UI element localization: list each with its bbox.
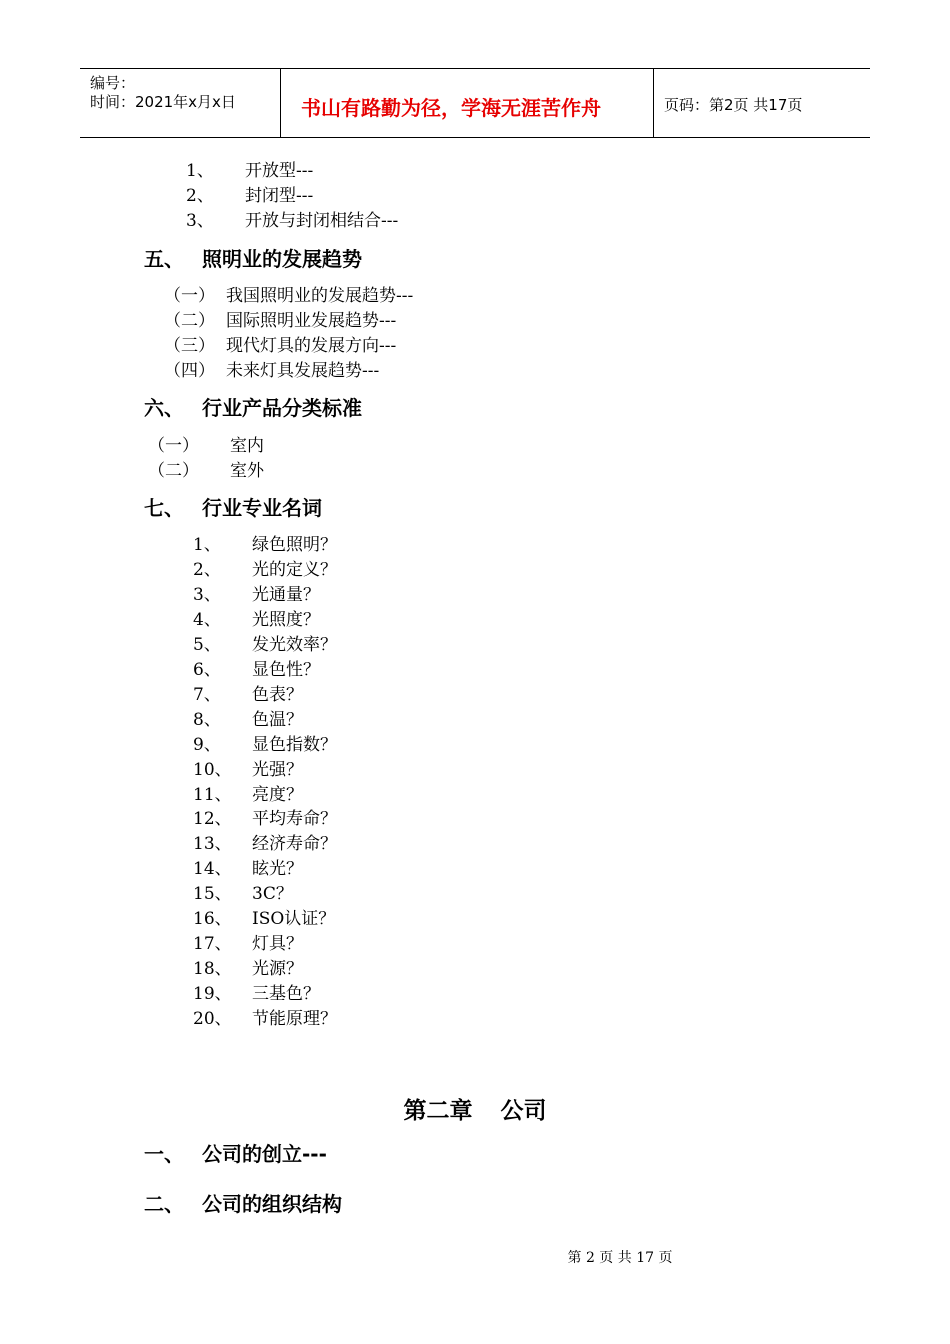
list-item-text: ISO认证？	[252, 909, 336, 929]
chapter-label: 第二章	[403, 1098, 473, 1124]
section-title: 公司的创立---	[202, 1142, 327, 1166]
chapter-name: 公司	[500, 1098, 547, 1124]
list-item	[193, 809, 337, 829]
list-item-text: 现代灯具的发展方向---	[226, 336, 397, 356]
section-number: 一、	[144, 1142, 184, 1166]
list-item-text: 国际照明业发展趋势---	[226, 311, 397, 331]
section-title: 行业专业名词	[202, 496, 322, 520]
list-item-number: 7、	[193, 685, 221, 705]
list-item-number: 12、	[193, 809, 232, 829]
date-label: 时间：2021年x月x日	[90, 93, 236, 111]
list-item-text: 显色指数？	[252, 735, 337, 755]
list-item	[193, 909, 335, 929]
list-item-text: 光源？	[252, 959, 303, 979]
list-item	[164, 336, 396, 356]
list-item-text: 经济寿命？	[252, 834, 337, 854]
list-item-text: 三基色？	[252, 984, 320, 1004]
list-item-number: （二）	[164, 311, 215, 331]
list-item-number: 4、	[193, 610, 221, 630]
list-item-number: 3、	[186, 211, 214, 231]
list-item	[193, 859, 303, 879]
list-item	[193, 834, 337, 854]
section-heading	[144, 496, 322, 520]
list-item	[164, 286, 413, 306]
section-number: 五、	[144, 247, 184, 271]
list-item	[193, 785, 303, 805]
list-item-text: 开放型---	[245, 161, 314, 181]
list-item-number: 20、	[193, 1009, 232, 1029]
chapter-title	[0, 1092, 950, 1125]
section-title: 公司的组织结构	[202, 1192, 342, 1216]
header-motto-cell	[281, 69, 654, 137]
list-item-text: 室内	[230, 436, 264, 456]
section-number: 七、	[144, 496, 184, 520]
list-item-number: 2、	[186, 186, 214, 206]
list-item-text: 绿色照明？	[252, 535, 337, 555]
list-item-text: 色温？	[252, 710, 303, 730]
list-item-number: 17、	[193, 934, 232, 954]
motto-text: 书山有路勤为径，学海无涯苦作舟	[301, 96, 601, 120]
list-item-number: 13、	[193, 834, 232, 854]
list-item-text: 发光效率？	[252, 635, 337, 655]
list-item-number: （四）	[164, 361, 215, 381]
list-item-number: （一）	[148, 436, 199, 456]
list-item-number: 18、	[193, 959, 232, 979]
list-item	[148, 461, 264, 481]
list-item-number: 8、	[193, 710, 221, 730]
list-item-number: 16、	[193, 909, 232, 929]
list-item	[186, 211, 398, 231]
section-heading	[144, 1192, 342, 1216]
section-heading	[144, 396, 362, 420]
list-item	[164, 361, 379, 381]
list-item	[193, 735, 337, 755]
list-item	[186, 186, 313, 206]
list-item-text: 节能原理？	[252, 1009, 337, 1029]
list-item	[193, 610, 320, 630]
list-item-number: 1、	[186, 161, 214, 181]
list-item-text: 光照度？	[252, 610, 320, 630]
list-item	[193, 635, 337, 655]
list-item	[193, 1009, 337, 1029]
list-item-text: 灯具？	[252, 934, 303, 954]
list-item-text: 光强？	[252, 760, 303, 780]
section-title: 行业产品分类标准	[202, 396, 362, 420]
list-item	[164, 311, 396, 331]
list-item-number: 2、	[193, 560, 221, 580]
list-item	[193, 585, 320, 605]
list-item-number: （三）	[164, 336, 215, 356]
list-item-text: 显色性？	[252, 660, 320, 680]
list-item	[193, 760, 303, 780]
list-item-number: 3、	[193, 585, 221, 605]
list-item-number: 5、	[193, 635, 221, 655]
list-item	[193, 710, 303, 730]
page-footer: 第 2 页 共 17 页	[567, 1250, 673, 1266]
section-heading	[144, 247, 362, 271]
list-item	[186, 161, 313, 181]
list-item-text: 开放与封闭相结合---	[245, 211, 399, 231]
list-item-number: 19、	[193, 984, 232, 1004]
list-item-text: 室外	[230, 461, 264, 481]
list-item-number: 14、	[193, 859, 232, 879]
section-title: 照明业的发展趋势	[202, 247, 362, 271]
list-item-text: 光通量？	[252, 585, 320, 605]
list-item-number: 1、	[193, 535, 221, 555]
list-item-number: （一）	[164, 286, 215, 306]
list-item-text: 亮度？	[252, 785, 303, 805]
list-item	[193, 984, 320, 1004]
list-item-number: （二）	[148, 461, 199, 481]
list-item-text: 3C？	[252, 884, 293, 904]
list-item-text: 色表？	[252, 685, 303, 705]
section-number: 二、	[144, 1192, 184, 1216]
page-header	[80, 68, 870, 138]
section-number: 六、	[144, 396, 184, 420]
list-item	[148, 436, 264, 456]
list-item-text: 眩光？	[252, 859, 303, 879]
list-item-text: 未来灯具发展趋势---	[226, 361, 380, 381]
list-item	[193, 685, 303, 705]
header-page-cell	[654, 69, 870, 137]
list-item-number: 11、	[193, 785, 232, 805]
section-heading	[144, 1142, 327, 1166]
page-info: 页码：第2页 共17页	[664, 96, 803, 114]
list-item-number: 15、	[193, 884, 232, 904]
list-item	[193, 660, 320, 680]
list-item-text: 光的定义？	[252, 560, 337, 580]
serial-label: 编号：	[90, 74, 136, 92]
list-item-number: 6、	[193, 660, 221, 680]
list-item-number: 9、	[193, 735, 221, 755]
list-item-number: 10、	[193, 760, 232, 780]
list-item-text: 封闭型---	[245, 186, 314, 206]
header-meta-cell	[80, 69, 281, 137]
list-item	[193, 934, 303, 954]
list-item	[193, 535, 337, 555]
list-item-text: 我国照明业的发展趋势---	[226, 286, 414, 306]
list-item-text: 平均寿命？	[252, 809, 337, 829]
list-item	[193, 560, 337, 580]
list-item	[193, 959, 303, 979]
list-item	[193, 884, 293, 904]
